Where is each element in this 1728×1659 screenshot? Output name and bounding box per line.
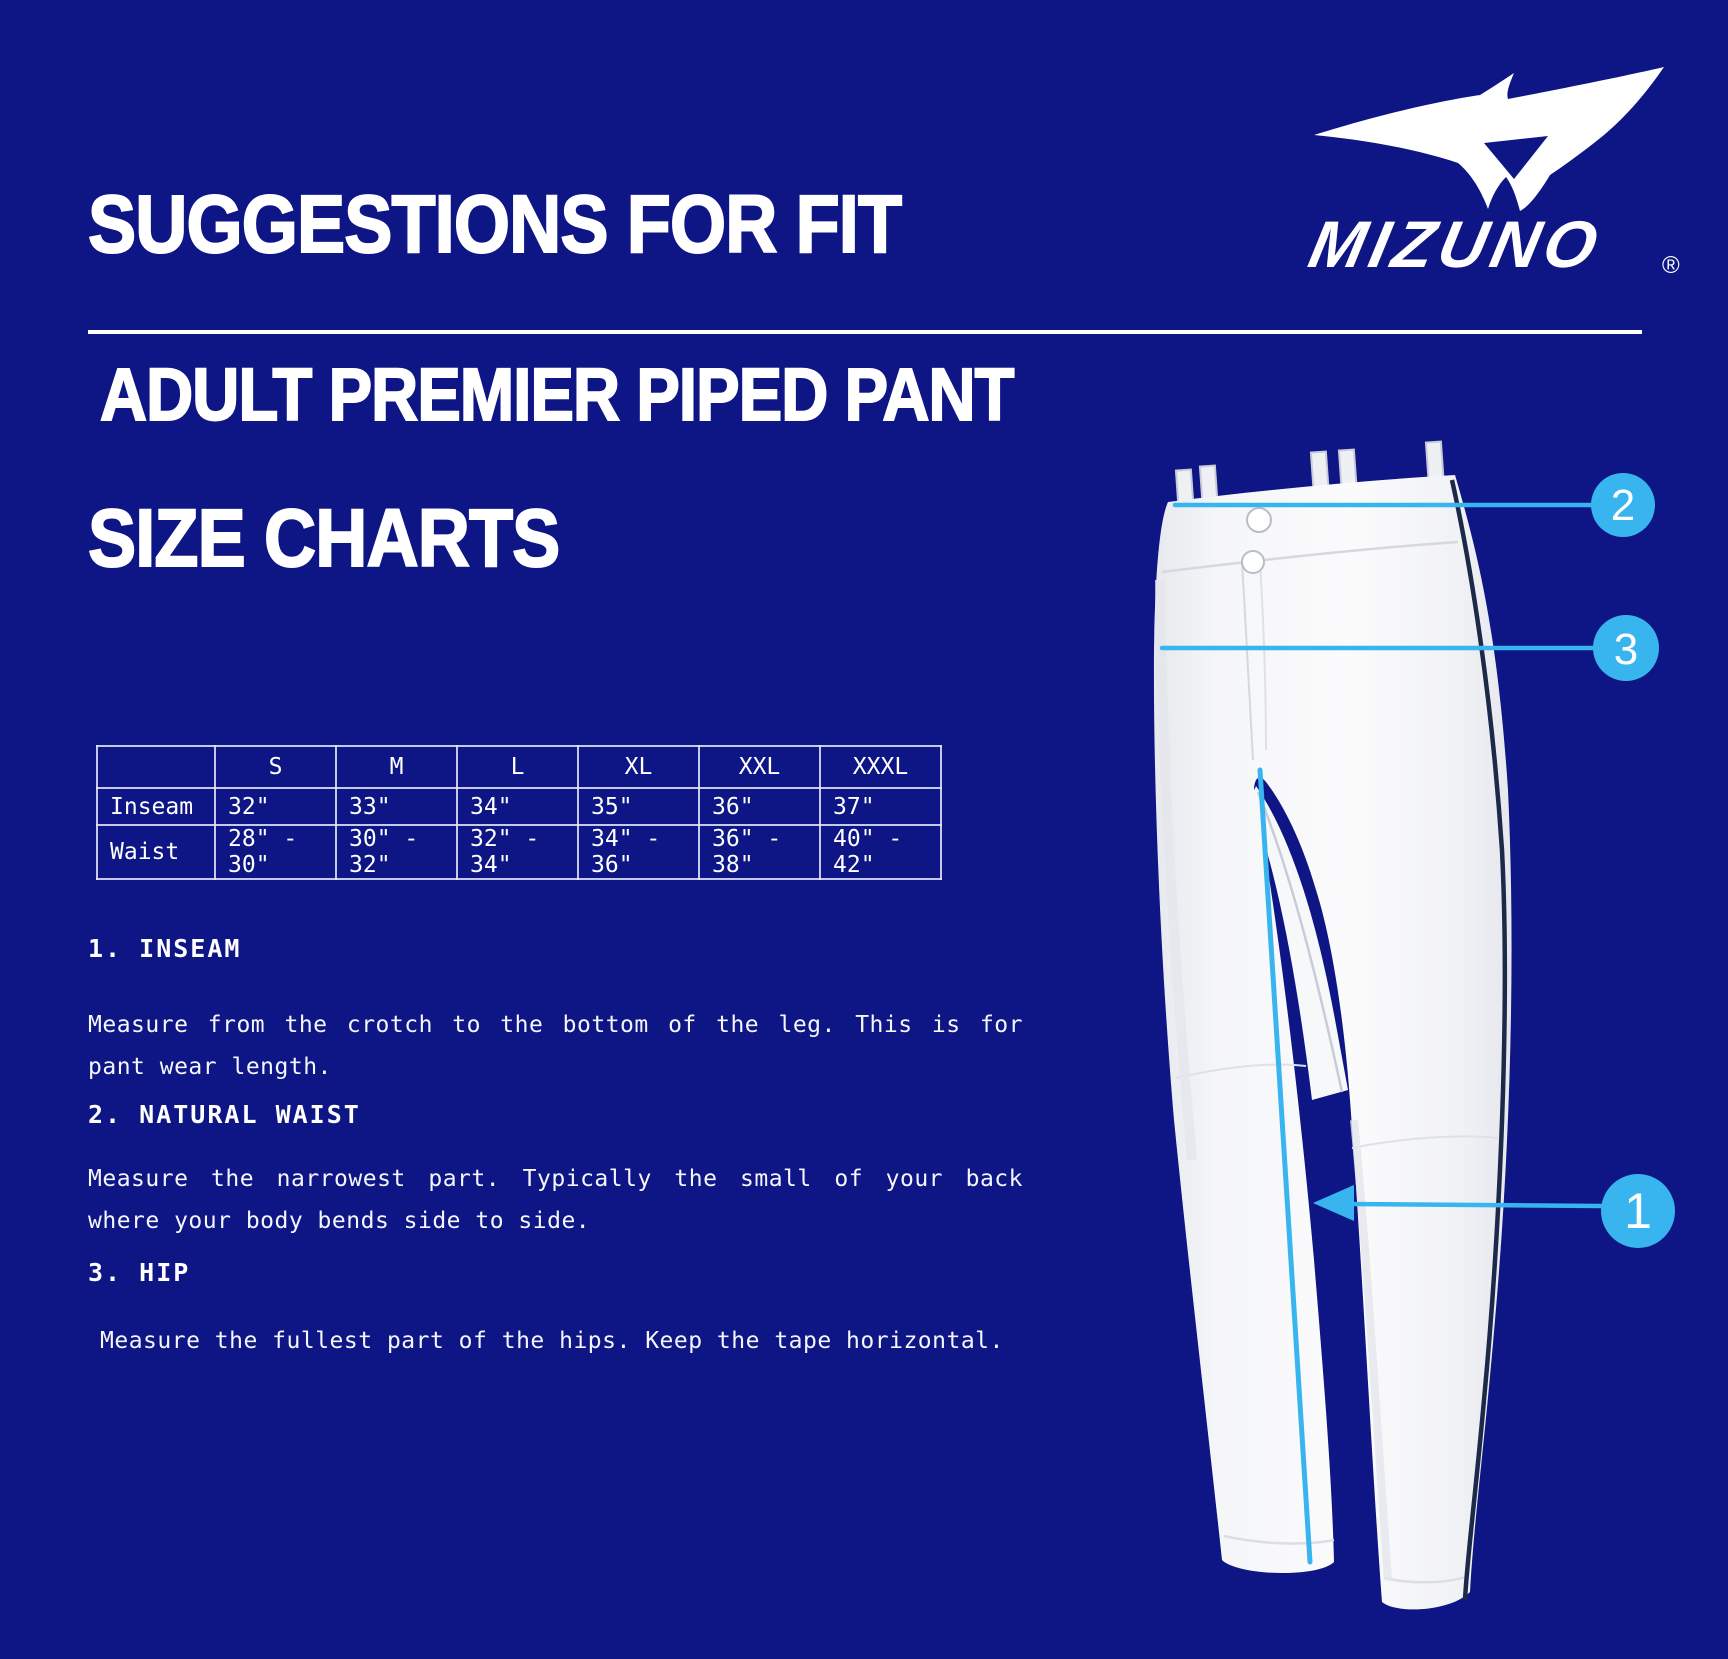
size-chart-cell: 30" - 32" bbox=[336, 825, 457, 879]
size-chart-cell: 36" bbox=[699, 788, 820, 825]
size-chart-col-XXL: XXL bbox=[699, 746, 820, 788]
fit-guide-heading-hip: 3. HIP bbox=[88, 1258, 191, 1287]
fit-guide-text-hip: Measure the fullest part of the hips. Keep the tape horizontal. bbox=[100, 1328, 1004, 1354]
size-chart-row-label: Inseam bbox=[97, 788, 215, 825]
fit-guide-text-natural-waist: Measure the narrowest part. Typically the small of your back where your body bends side to side. bbox=[88, 1166, 1023, 1234]
pants-image bbox=[1154, 442, 1512, 1610]
size-chart-col-XL: XL bbox=[578, 746, 699, 788]
size-chart-cell: 32" - 34" bbox=[457, 825, 578, 879]
size-chart-header-row bbox=[97, 746, 941, 788]
size-chart-row-waist bbox=[97, 825, 941, 879]
brand-wordmark bbox=[1303, 209, 1680, 282]
brand-logo bbox=[1290, 55, 1710, 290]
size-chart-col-S: S bbox=[215, 746, 336, 788]
callout-number-3: 3 bbox=[1613, 625, 1639, 674]
callout-number-2: 2 bbox=[1610, 481, 1636, 530]
size-chart-row-inseam bbox=[97, 788, 941, 825]
size-chart-cell: 33" bbox=[336, 788, 457, 825]
size-chart-col-XXXL: XXXL bbox=[820, 746, 941, 788]
size-chart-table bbox=[96, 745, 942, 880]
waist-button bbox=[1242, 551, 1264, 573]
arrow-left-icon bbox=[1313, 1185, 1354, 1221]
size-chart-cell: 32" bbox=[215, 788, 336, 825]
size-chart-col-L: L bbox=[457, 746, 578, 788]
fit-guide-heading-inseam: 1. INSEAM bbox=[88, 934, 242, 963]
mizuno-runbird-icon bbox=[1314, 67, 1664, 211]
pants-illustration bbox=[1040, 420, 1700, 1659]
size-chart-cell: 34" bbox=[457, 788, 578, 825]
fit-guide-text-inseam: Measure from the crotch to the bottom of the leg. This is for pant wear length. bbox=[88, 1012, 1023, 1080]
size-chart-cell: 28" - 30" bbox=[215, 825, 336, 879]
registered-trademark: ® bbox=[1662, 252, 1680, 279]
size-chart-cell: 36" - 38" bbox=[699, 825, 820, 879]
page-title: SUGGESTIONS FOR FIT bbox=[88, 179, 902, 270]
size-chart-cell: 34" - 36" bbox=[578, 825, 699, 879]
brand-name-text: MIZUNO bbox=[1302, 208, 1609, 282]
size-chart-corner-cell bbox=[97, 746, 215, 788]
callout-number-1: 1 bbox=[1624, 1183, 1652, 1239]
fit-guide-heading-natural-waist: 2. NATURAL WAIST bbox=[88, 1100, 361, 1129]
size-chart-cell: 35" bbox=[578, 788, 699, 825]
size-chart-cell: 37" bbox=[820, 788, 941, 825]
size-chart-col-M: M bbox=[336, 746, 457, 788]
size-chart-cell: 40" - 42" bbox=[820, 825, 941, 879]
product-title: ADULT PREMIER PIPED PANT bbox=[100, 353, 1014, 436]
callout-arrow-line-inseam bbox=[1348, 1204, 1601, 1206]
section-title-size-charts: SIZE CHARTS bbox=[88, 493, 560, 584]
waist-button bbox=[1247, 508, 1271, 532]
size-chart-row-label: Waist bbox=[97, 825, 215, 879]
divider-line bbox=[88, 330, 1642, 334]
